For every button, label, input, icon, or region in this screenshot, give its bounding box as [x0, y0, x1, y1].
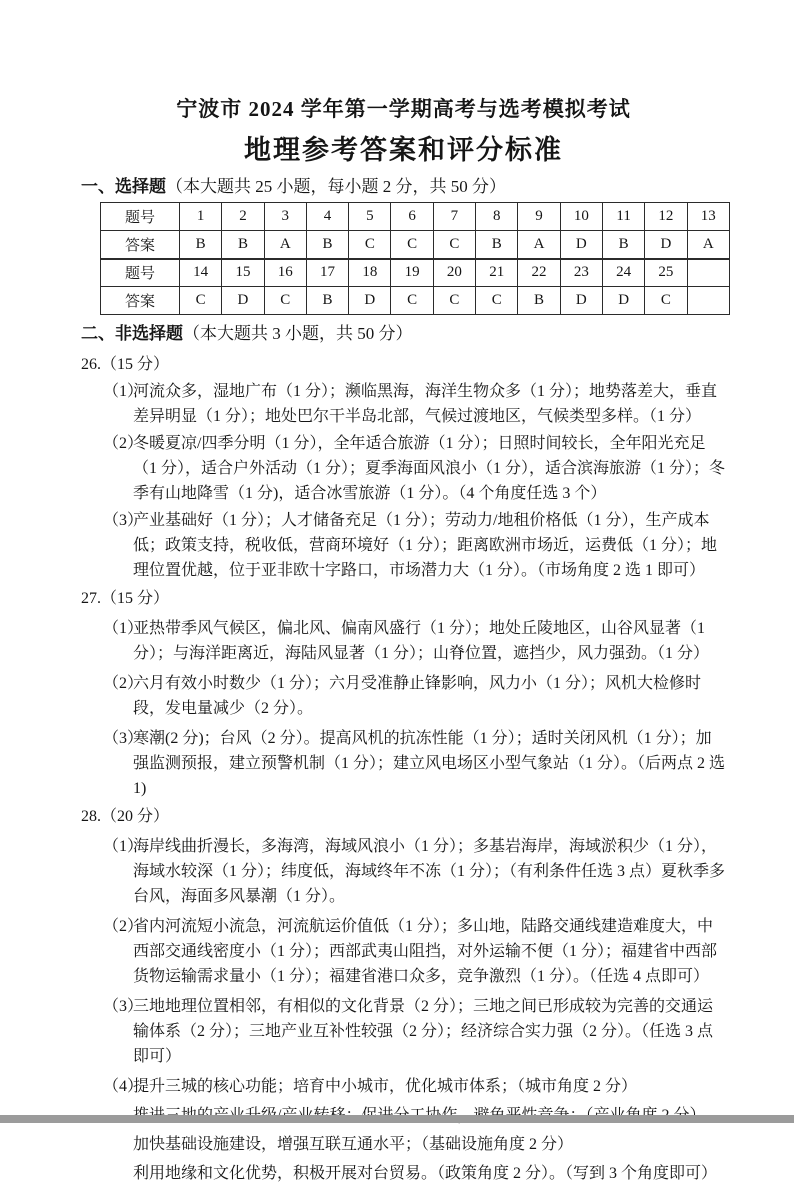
answer-cell: D [222, 287, 264, 315]
question-points: （15 分） [101, 356, 170, 373]
answer-cell: B [180, 231, 222, 259]
q26-part-2 [81, 431, 726, 506]
row-header: 题号 [101, 203, 180, 231]
table-row [101, 231, 730, 259]
answer-cell: A [687, 231, 729, 259]
q28-part-4 [81, 1074, 726, 1099]
row-header: 答案 [101, 231, 180, 259]
row-header: 答案 [101, 287, 180, 315]
exam-title: 宁波市 2024 学年第一学期高考与选考模拟考试 [176, 97, 631, 121]
answer-cell: 1 [180, 203, 222, 231]
question-27-header [81, 586, 726, 611]
section-free-label: 二、非选择题 [81, 324, 183, 343]
part-label: （3） [103, 998, 144, 1015]
section-free-heading [81, 322, 726, 346]
answer-cell: 14 [180, 259, 222, 287]
question-27 [81, 586, 726, 801]
part-label: （4） [103, 1078, 144, 1095]
question-28 [81, 804, 726, 1186]
part-label: （1） [103, 620, 144, 637]
answer-cell: A [518, 231, 560, 259]
answer-cell: B [306, 231, 348, 259]
answer-cell: 15 [222, 259, 264, 287]
answer-cell: C [264, 287, 306, 315]
answer-cell: C [391, 287, 433, 315]
answer-cell: 8 [476, 203, 518, 231]
part-text: 产业基础好（1 分）；人才储备充足（1 分）；劳动力/地租价格低（1 分），生产成本低；政策支持，税收低，营商环境好（1 分）；距离欧洲市场近，运费低（1 分）；地理位置优越，位于亚非欧十字路口，市场潜力大（1 分）。（市场角度 2 选 1 即可） [133, 512, 718, 579]
answer-cell: 18 [349, 259, 391, 287]
q28-part-4-subline-3: 利用地缘和文化优势，积极开展对台贸易。（政策角度 2 分）。（写到 3 个角度即可） [133, 1165, 718, 1182]
answer-cell: B [222, 231, 264, 259]
answer-cell: 12 [645, 203, 687, 231]
answer-cell: C [645, 287, 687, 315]
scanner-edge-bar [0, 1115, 794, 1123]
answer-cell: C [476, 287, 518, 315]
answer-cell: C [391, 231, 433, 259]
answer-cell: B [306, 287, 348, 315]
answer-cell: D [560, 231, 602, 259]
part-label: （2） [103, 435, 144, 452]
q28-part-4-subline-2: 加快基础设施建设，增强互联互通水平；（基础设施角度 2 分） [133, 1136, 574, 1153]
exam-subtitle: 地理参考答案和评分标准 [244, 135, 563, 165]
answer-cell: 20 [433, 259, 475, 287]
q28-part-3 [81, 994, 726, 1069]
part-text: 河流众多，湿地广布（1 分）；濒临黑海，海洋生物众多（1 分）；地势落差大，垂直差异明显（1 分）；地处巴尔干半岛北部，气候过渡地区，气候类型多样。（1 分） [133, 383, 718, 425]
answer-cell: 13 [687, 203, 729, 231]
table-row [101, 203, 730, 231]
q27-part-2 [81, 671, 726, 721]
answer-cell: 7 [433, 203, 475, 231]
part-label: （2） [103, 918, 144, 935]
part-text: 海岸线曲折漫长，多海湾，海域风浪小（1 分）；多基岩海岸，海域淤积少（1 分），海域水较深（1 分）；纬度低，海域终年不冻（1 分）；（有利条件任选 3 点）夏秋季多台风，海面多风暴潮（1 分）。 [133, 838, 726, 905]
answer-cell: C [433, 231, 475, 259]
section-free-detail: （本大题共 3 小题，共 50 分） [183, 324, 413, 343]
section-choice-heading [81, 175, 726, 199]
q26-part-3 [81, 508, 726, 583]
answer-cell: C [180, 287, 222, 315]
question-points: （20 分） [101, 808, 170, 825]
part-label: （3） [103, 512, 144, 529]
answer-cell: 5 [349, 203, 391, 231]
part-text: 冬暖夏凉/四季分明（1 分），全年适合旅游（1 分）；日照时间较长，全年阳光充足（1 分），适合户外活动（1 分）；夏季海面风浪小（1 分），适合滨海旅游（1 分）；冬季有山地降雪（1 分)，适合冰雪旅游（1 分）。（4 个角度任选 3 个） [133, 435, 726, 502]
part-label: （1） [103, 383, 144, 400]
answer-cell: C [433, 287, 475, 315]
question-number: 26. [81, 356, 101, 373]
q28-part-2 [81, 914, 726, 989]
answer-cell: C [349, 231, 391, 259]
row-header: 题号 [101, 259, 180, 287]
answer-cell [687, 287, 729, 315]
answer-cell: 6 [391, 203, 433, 231]
answer-cell: D [602, 287, 644, 315]
answer-table [100, 202, 730, 315]
answer-cell: 22 [518, 259, 560, 287]
question-number: 27. [81, 590, 101, 607]
section-choice-label: 一、选择题 [81, 177, 166, 196]
answer-cell: 9 [518, 203, 560, 231]
answer-cell: A [264, 231, 306, 259]
answer-cell: 17 [306, 259, 348, 287]
answer-cell: 19 [391, 259, 433, 287]
answer-cell: 3 [264, 203, 306, 231]
part-text: 寒潮(2 分)；台风（2 分）。提高风机的抗冻性能（1 分）；适时关闭风机（1 分）；加强监测预报，建立预警机制（1 分）；建立风电场区小型气象站（1 分）。（后两点 2 选 1) [133, 730, 726, 797]
answer-cell: 25 [645, 259, 687, 287]
answer-cell [687, 259, 729, 287]
answer-cell: D [645, 231, 687, 259]
part-text: 亚热带季风气候区，偏北风、偏南风盛行（1 分）；地处丘陵地区，山谷风显著（1 分）；与海洋距离近，海陆风显著（1 分）；山脊位置，遮挡少，风力强劲。（1 分） [133, 620, 710, 662]
table-row [101, 259, 730, 287]
table-row [101, 287, 730, 315]
answer-cell: 2 [222, 203, 264, 231]
part-label: （1） [103, 838, 144, 855]
q26-part-1 [81, 379, 726, 429]
question-points: （15 分） [101, 590, 170, 607]
answer-cell: D [560, 287, 602, 315]
q28-part-1 [81, 834, 726, 909]
answer-cell: 24 [602, 259, 644, 287]
answer-cell: B [476, 231, 518, 259]
part-text: 提升三城的核心功能；培育中小城市，优化城市体系；（城市角度 2 分） [133, 1078, 638, 1095]
answer-cell: D [349, 287, 391, 315]
answer-cell: B [518, 287, 560, 315]
question-28-header [81, 804, 726, 829]
section-choice-detail: （本大题共 25 小题，每小题 2 分，共 50 分） [166, 177, 506, 196]
answer-cell: 16 [264, 259, 306, 287]
answer-cell: 10 [560, 203, 602, 231]
answer-cell: 4 [306, 203, 348, 231]
q27-part-3 [81, 726, 726, 801]
part-text: 六月有效小时数少（1 分）；六月受准静止锋影响，风力小（1 分）；风机大检修时段，发电量减少（2 分）。 [133, 675, 702, 717]
answer-cell: 21 [476, 259, 518, 287]
question-26-header [81, 352, 726, 377]
part-label: （3） [103, 730, 144, 747]
part-text: 省内河流短小流急，河流航运价值低（1 分）；多山地，陆路交通线建造难度大，中西部交通线密度小（1 分）；西部武夷山阻挡，对外运输不便（1 分）；福建省中西部货物运输需求量小（1 分）；福建省港口众多，竞争激烈（1 分）。（任选 4 点即可） [133, 918, 718, 985]
part-label: （2） [103, 675, 144, 692]
question-26 [81, 352, 726, 583]
question-number: 28. [81, 808, 101, 825]
answer-cell: 11 [602, 203, 644, 231]
part-text: 三地地理位置相邻，有相似的文化背景（2 分）；三地之间已形成较为完善的交通运输体系（2 分）；三地产业互补性较强（2 分）；经济综合实力强（2 分）。（任选 3 点即可） [133, 998, 714, 1065]
answer-cell: B [602, 231, 644, 259]
q27-part-1 [81, 616, 726, 666]
answer-cell: 23 [560, 259, 602, 287]
